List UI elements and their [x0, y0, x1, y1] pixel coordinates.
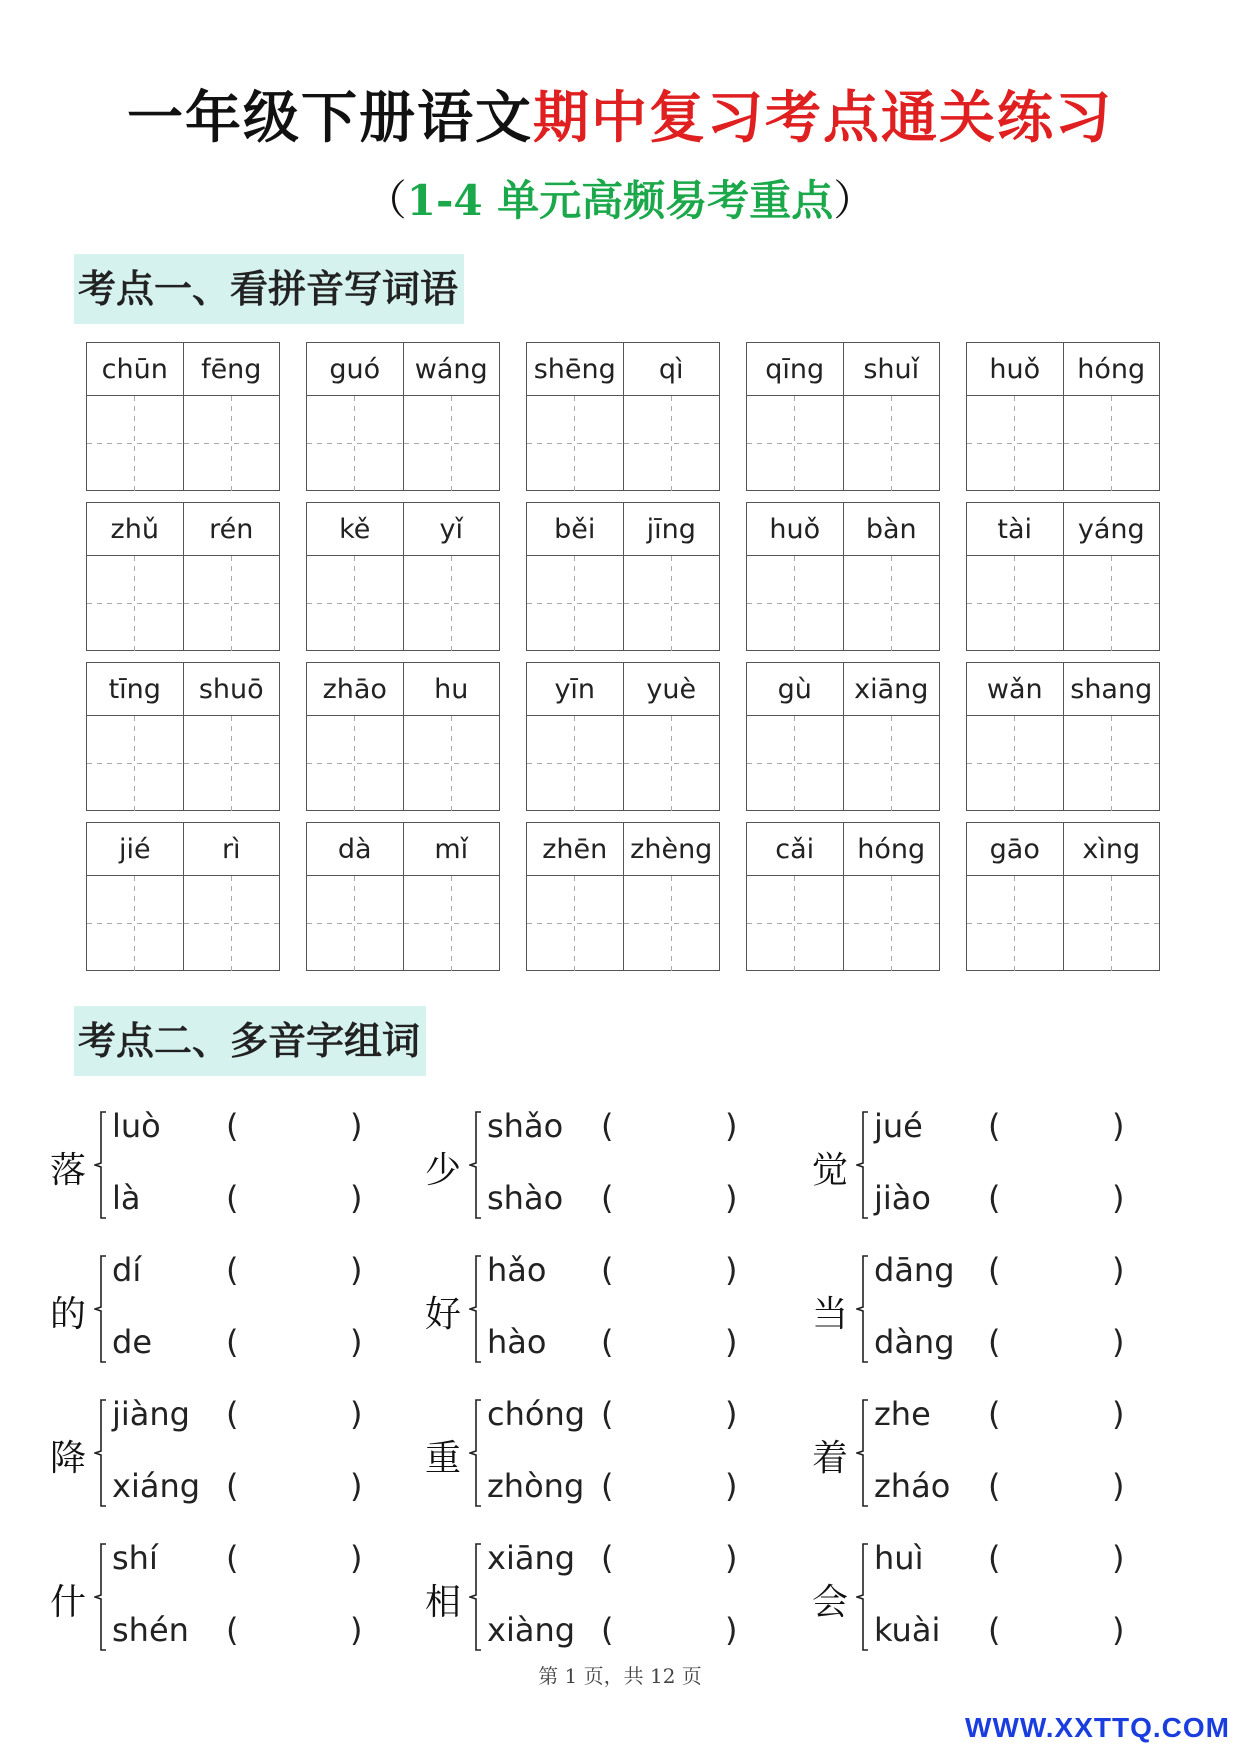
answer-close-paren[interactable]: )	[350, 1611, 363, 1649]
answer-open-paren[interactable]: (	[601, 1323, 614, 1361]
answer-open-paren[interactable]: (	[226, 1467, 239, 1505]
pinyin-row	[307, 343, 499, 396]
pinyin-syllable: xìng	[1063, 823, 1160, 875]
pinyin-syllable: qīng	[765, 353, 825, 385]
brace-icon	[94, 1398, 108, 1508]
polyphone-item	[50, 1532, 430, 1672]
writing-cell[interactable]	[183, 556, 280, 651]
polyphone-item	[812, 1532, 1192, 1672]
polyphone-reading: xiàng	[487, 1611, 576, 1649]
writing-cell[interactable]	[403, 716, 500, 811]
brace-icon	[469, 1398, 483, 1508]
page-footer: 第 1 页，共 12 页	[538, 1664, 702, 1688]
answer-close-paren[interactable]: )	[350, 1251, 363, 1289]
writing-row	[307, 556, 499, 651]
answer-close-paren[interactable]: )	[1112, 1107, 1125, 1145]
writing-cell[interactable]	[527, 556, 623, 651]
pinyin-row	[747, 503, 939, 556]
writing-cell[interactable]	[307, 396, 403, 491]
writing-cell[interactable]	[623, 556, 720, 651]
brace-icon	[469, 1110, 483, 1220]
answer-open-paren[interactable]: (	[226, 1179, 239, 1217]
pinyin-row	[747, 823, 939, 876]
writing-row	[307, 876, 499, 971]
writing-cell[interactable]	[747, 396, 843, 491]
word-box	[306, 662, 500, 811]
answer-open-paren[interactable]: (	[988, 1107, 1001, 1145]
subtitle-text: 1-4 单元高频易考重点	[406, 176, 834, 225]
pinyin-row	[967, 823, 1159, 876]
pinyin-syllable: yáng	[1063, 503, 1160, 555]
pinyin-row	[527, 343, 719, 396]
answer-close-paren[interactable]: )	[350, 1179, 363, 1217]
answer-close-paren[interactable]: )	[350, 1395, 363, 1433]
brace-icon	[469, 1542, 483, 1652]
section2-heading: 考点二、多音字组词	[74, 1006, 426, 1076]
writing-cell[interactable]	[87, 876, 183, 971]
writing-cell[interactable]	[87, 396, 183, 491]
writing-row	[527, 556, 719, 651]
answer-open-paren[interactable]: (	[601, 1539, 614, 1577]
polyphone-reading: zhòng	[487, 1467, 585, 1505]
polyphone-reading: zháo	[874, 1467, 951, 1505]
word-box	[746, 502, 940, 651]
word-box	[526, 342, 720, 491]
writing-row	[87, 556, 279, 651]
word-box	[966, 502, 1160, 651]
pinyin-syllable: shuō	[183, 663, 280, 715]
polyphone-reading: dāng	[874, 1251, 955, 1289]
answer-open-paren[interactable]: (	[226, 1539, 239, 1577]
pinyin-syllable: wǎn	[986, 673, 1043, 705]
word-box	[746, 662, 940, 811]
answer-close-paren[interactable]: )	[725, 1107, 738, 1145]
writing-cell[interactable]	[967, 876, 1063, 971]
subtitle-open-paren: （	[364, 176, 407, 225]
worksheet-subtitle	[0, 168, 1240, 228]
writing-cell[interactable]	[403, 556, 500, 651]
answer-close-paren[interactable]: )	[1112, 1611, 1125, 1649]
writing-row	[747, 396, 939, 491]
answer-close-paren[interactable]: )	[350, 1107, 363, 1145]
writing-cell[interactable]	[527, 876, 623, 971]
writing-cell[interactable]	[527, 716, 623, 811]
writing-row	[307, 716, 499, 811]
answer-open-paren[interactable]: (	[988, 1467, 1001, 1505]
writing-cell[interactable]	[307, 876, 403, 971]
writing-row	[527, 876, 719, 971]
answer-close-paren[interactable]: )	[350, 1323, 363, 1361]
polyphone-item	[812, 1244, 1192, 1384]
writing-cell[interactable]	[967, 716, 1063, 811]
writing-cell[interactable]	[747, 876, 843, 971]
polyphone-char: 降	[50, 1438, 87, 1479]
writing-row	[527, 396, 719, 491]
writing-cell[interactable]	[747, 556, 843, 651]
polyphone-item	[50, 1388, 430, 1528]
writing-cell[interactable]	[623, 876, 720, 971]
answer-open-paren[interactable]: (	[226, 1107, 239, 1145]
answer-close-paren[interactable]: )	[725, 1251, 738, 1289]
answer-open-paren[interactable]: (	[226, 1323, 239, 1361]
brace-icon	[94, 1110, 108, 1220]
polyphone-char: 当	[812, 1294, 849, 1335]
answer-close-paren[interactable]: )	[725, 1539, 738, 1577]
pinyin-row	[527, 663, 719, 716]
polyphone-reading: zhe	[874, 1395, 931, 1433]
polyphone-item	[425, 1244, 805, 1384]
writing-row	[747, 556, 939, 651]
pinyin-syllable: guó	[329, 353, 381, 385]
pinyin-syllable: rén	[183, 503, 280, 555]
answer-open-paren[interactable]: (	[601, 1395, 614, 1433]
answer-close-paren[interactable]: )	[1112, 1539, 1125, 1577]
polyphone-reading: xiáng	[112, 1467, 201, 1505]
pinyin-syllable: zhēn	[542, 833, 608, 865]
polyphone-item	[50, 1244, 430, 1384]
answer-open-paren[interactable]: (	[226, 1611, 239, 1649]
section1-heading: 考点一、看拼音写词语	[74, 254, 464, 324]
word-box	[86, 662, 280, 811]
polyphone-reading: là	[112, 1179, 141, 1217]
pinyin-row	[87, 503, 279, 556]
writing-cell[interactable]	[843, 876, 940, 971]
writing-cell[interactable]	[183, 716, 280, 811]
writing-cell[interactable]	[403, 876, 500, 971]
answer-open-paren[interactable]: (	[988, 1179, 1001, 1217]
pinyin-syllable: tīng	[108, 673, 161, 705]
worksheet-title	[0, 74, 1240, 154]
writing-cell[interactable]	[843, 396, 940, 491]
title-part-grade: 一年级下册语文	[127, 85, 533, 151]
pinyin-syllable: huǒ	[989, 353, 1041, 385]
writing-cell[interactable]	[87, 716, 183, 811]
word-box	[966, 342, 1160, 491]
polyphone-reading: dí	[112, 1251, 142, 1289]
pinyin-syllable: xiāng	[843, 663, 940, 715]
pinyin-syllable: bàn	[843, 503, 940, 555]
writing-row	[747, 876, 939, 971]
pinyin-syllable: yīn	[554, 673, 596, 705]
pinyin-word-grid	[86, 342, 1160, 971]
pinyin-syllable: wáng	[403, 343, 500, 395]
pinyin-row	[87, 343, 279, 396]
answer-open-paren[interactable]: (	[988, 1539, 1001, 1577]
pinyin-row	[967, 343, 1159, 396]
word-box	[966, 662, 1160, 811]
writing-row	[87, 716, 279, 811]
pinyin-syllable: mǐ	[403, 823, 500, 875]
polyphone-item	[425, 1388, 805, 1528]
polyphone-item	[812, 1100, 1192, 1240]
answer-close-paren[interactable]: )	[1112, 1395, 1125, 1433]
answer-close-paren[interactable]: )	[1112, 1251, 1125, 1289]
answer-close-paren[interactable]: )	[350, 1467, 363, 1505]
answer-close-paren[interactable]: )	[725, 1323, 738, 1361]
answer-close-paren[interactable]: )	[350, 1539, 363, 1577]
pinyin-syllable: huǒ	[769, 513, 821, 545]
word-box	[966, 822, 1160, 971]
pinyin-row	[87, 823, 279, 876]
writing-cell[interactable]	[747, 716, 843, 811]
answer-close-paren[interactable]: )	[1112, 1323, 1125, 1361]
pinyin-syllable: jié	[118, 833, 151, 865]
pinyin-row	[967, 663, 1159, 716]
polyphone-reading: shào	[487, 1179, 564, 1217]
polyphone-reading: jiàng	[112, 1395, 190, 1433]
pinyin-syllable: rì	[183, 823, 280, 875]
pinyin-syllable: běi	[554, 513, 596, 545]
pinyin-row	[307, 823, 499, 876]
polyphone-reading: xiāng	[487, 1539, 576, 1577]
pinyin-row	[967, 503, 1159, 556]
pinyin-row	[527, 503, 719, 556]
answer-close-paren[interactable]: )	[725, 1611, 738, 1649]
pinyin-syllable: zhèng	[623, 823, 720, 875]
writing-cell[interactable]	[623, 716, 720, 811]
pinyin-syllable: yǐ	[403, 503, 500, 555]
site-watermark: WWW.XXTTQ.COM	[965, 1712, 1230, 1743]
writing-row	[527, 716, 719, 811]
pinyin-syllable: fēng	[183, 343, 280, 395]
word-box	[86, 822, 280, 971]
word-box	[86, 502, 280, 651]
writing-cell[interactable]	[1063, 556, 1160, 651]
word-box	[746, 822, 940, 971]
pinyin-row	[747, 343, 939, 396]
pinyin-syllable: qì	[623, 343, 720, 395]
writing-row	[967, 716, 1159, 811]
polyphone-item	[425, 1532, 805, 1672]
polyphone-char: 着	[812, 1438, 849, 1479]
writing-cell[interactable]	[527, 396, 623, 491]
writing-cell[interactable]	[1063, 716, 1160, 811]
pinyin-row	[307, 663, 499, 716]
writing-cell[interactable]	[307, 556, 403, 651]
pinyin-syllable: dà	[337, 833, 372, 865]
polyphone-char: 好	[425, 1294, 462, 1335]
word-box	[746, 342, 940, 491]
polyphone-reading: jué	[874, 1107, 923, 1145]
answer-open-paren[interactable]: (	[988, 1611, 1001, 1649]
answer-open-paren[interactable]: (	[226, 1251, 239, 1289]
answer-close-paren[interactable]: )	[1112, 1179, 1125, 1217]
pinyin-row	[747, 663, 939, 716]
polyphone-reading: hào	[487, 1323, 547, 1361]
pinyin-syllable: gāo	[989, 833, 1040, 865]
writing-row	[967, 396, 1159, 491]
word-box	[306, 342, 500, 491]
writing-row	[87, 396, 279, 491]
polyphone-item	[50, 1100, 430, 1240]
writing-row	[747, 716, 939, 811]
pinyin-syllable: zhǔ	[110, 513, 159, 545]
answer-open-paren[interactable]: (	[226, 1395, 239, 1433]
answer-open-paren[interactable]: (	[988, 1395, 1001, 1433]
answer-open-paren[interactable]: (	[601, 1107, 614, 1145]
polyphone-char: 落	[50, 1150, 87, 1191]
writing-cell[interactable]	[623, 396, 720, 491]
polyphone-char: 少	[425, 1150, 462, 1191]
polyphone-reading: hǎo	[487, 1251, 547, 1289]
polyphone-char: 重	[425, 1438, 462, 1479]
pinyin-syllable: shang	[1063, 663, 1160, 715]
pinyin-syllable: gù	[777, 673, 812, 705]
polyphone-reading: kuài	[874, 1611, 941, 1649]
answer-open-paren[interactable]: (	[601, 1179, 614, 1217]
pinyin-syllable: hóng	[843, 823, 940, 875]
answer-open-paren[interactable]: (	[601, 1611, 614, 1649]
writing-cell[interactable]	[843, 556, 940, 651]
polyphone-reading: huì	[874, 1539, 924, 1577]
brace-icon	[469, 1254, 483, 1364]
word-box	[306, 502, 500, 651]
pinyin-syllable: cǎi	[775, 833, 815, 865]
pinyin-syllable: hóng	[1063, 343, 1160, 395]
brace-icon	[94, 1254, 108, 1364]
pinyin-syllable: jīng	[623, 503, 720, 555]
answer-open-paren[interactable]: (	[988, 1251, 1001, 1289]
pinyin-syllable: tài	[997, 513, 1033, 545]
answer-close-paren[interactable]: )	[725, 1179, 738, 1217]
writing-row	[307, 396, 499, 491]
writing-row	[967, 876, 1159, 971]
answer-close-paren[interactable]: )	[725, 1467, 738, 1505]
word-box	[526, 662, 720, 811]
word-box	[306, 822, 500, 971]
polyphone-reading: de	[112, 1323, 152, 1361]
writing-cell[interactable]	[87, 556, 183, 651]
brace-icon	[94, 1542, 108, 1652]
pinyin-syllable: shēng	[533, 353, 616, 385]
pinyin-syllable: hu	[403, 663, 500, 715]
answer-close-paren[interactable]: )	[1112, 1467, 1125, 1505]
polyphone-char: 会	[812, 1582, 849, 1623]
polyphone-char: 什	[50, 1582, 87, 1623]
word-box	[526, 502, 720, 651]
polyphone-char: 觉	[812, 1150, 849, 1191]
pinyin-syllable: zhāo	[322, 673, 387, 705]
answer-open-paren[interactable]: (	[601, 1251, 614, 1289]
writing-cell[interactable]	[967, 396, 1063, 491]
writing-row	[967, 556, 1159, 651]
pinyin-syllable: chūn	[101, 353, 168, 385]
answer-close-paren[interactable]: )	[725, 1395, 738, 1433]
writing-cell[interactable]	[183, 396, 280, 491]
writing-cell[interactable]	[403, 396, 500, 491]
pinyin-row	[527, 823, 719, 876]
writing-cell[interactable]	[1063, 396, 1160, 491]
polyphone-reading: shǎo	[487, 1107, 564, 1145]
answer-open-paren[interactable]: (	[988, 1323, 1001, 1361]
writing-cell[interactable]	[843, 716, 940, 811]
pinyin-row	[87, 663, 279, 716]
polyphone-reading: luò	[112, 1107, 161, 1145]
writing-cell[interactable]	[1063, 876, 1160, 971]
writing-row	[87, 876, 279, 971]
title-part-topic: 期中复习考点通关练习	[533, 85, 1113, 151]
brace-icon	[856, 1254, 870, 1364]
polyphone-char: 相	[425, 1582, 462, 1623]
polyphone-reading: jiào	[874, 1179, 931, 1217]
pinyin-row	[307, 503, 499, 556]
pinyin-syllable: yuè	[623, 663, 720, 715]
word-box	[86, 342, 280, 491]
polyphone-char: 的	[50, 1294, 87, 1335]
polyphone-reading: shí	[112, 1539, 158, 1577]
answer-open-paren[interactable]: (	[601, 1467, 614, 1505]
polyphone-reading: dàng	[874, 1323, 955, 1361]
writing-cell[interactable]	[307, 716, 403, 811]
pinyin-syllable: kě	[339, 513, 371, 545]
polyphone-item	[812, 1388, 1192, 1528]
brace-icon	[856, 1542, 870, 1652]
polyphone-reading: shén	[112, 1611, 189, 1649]
word-box	[526, 822, 720, 971]
brace-icon	[856, 1110, 870, 1220]
writing-cell[interactable]	[967, 556, 1063, 651]
pinyin-syllable: shuǐ	[843, 343, 940, 395]
brace-icon	[856, 1398, 870, 1508]
subtitle-close-paren: ）	[833, 176, 876, 225]
polyphone-reading: chóng	[487, 1395, 586, 1433]
writing-cell[interactable]	[183, 876, 280, 971]
polyphone-item	[425, 1100, 805, 1240]
